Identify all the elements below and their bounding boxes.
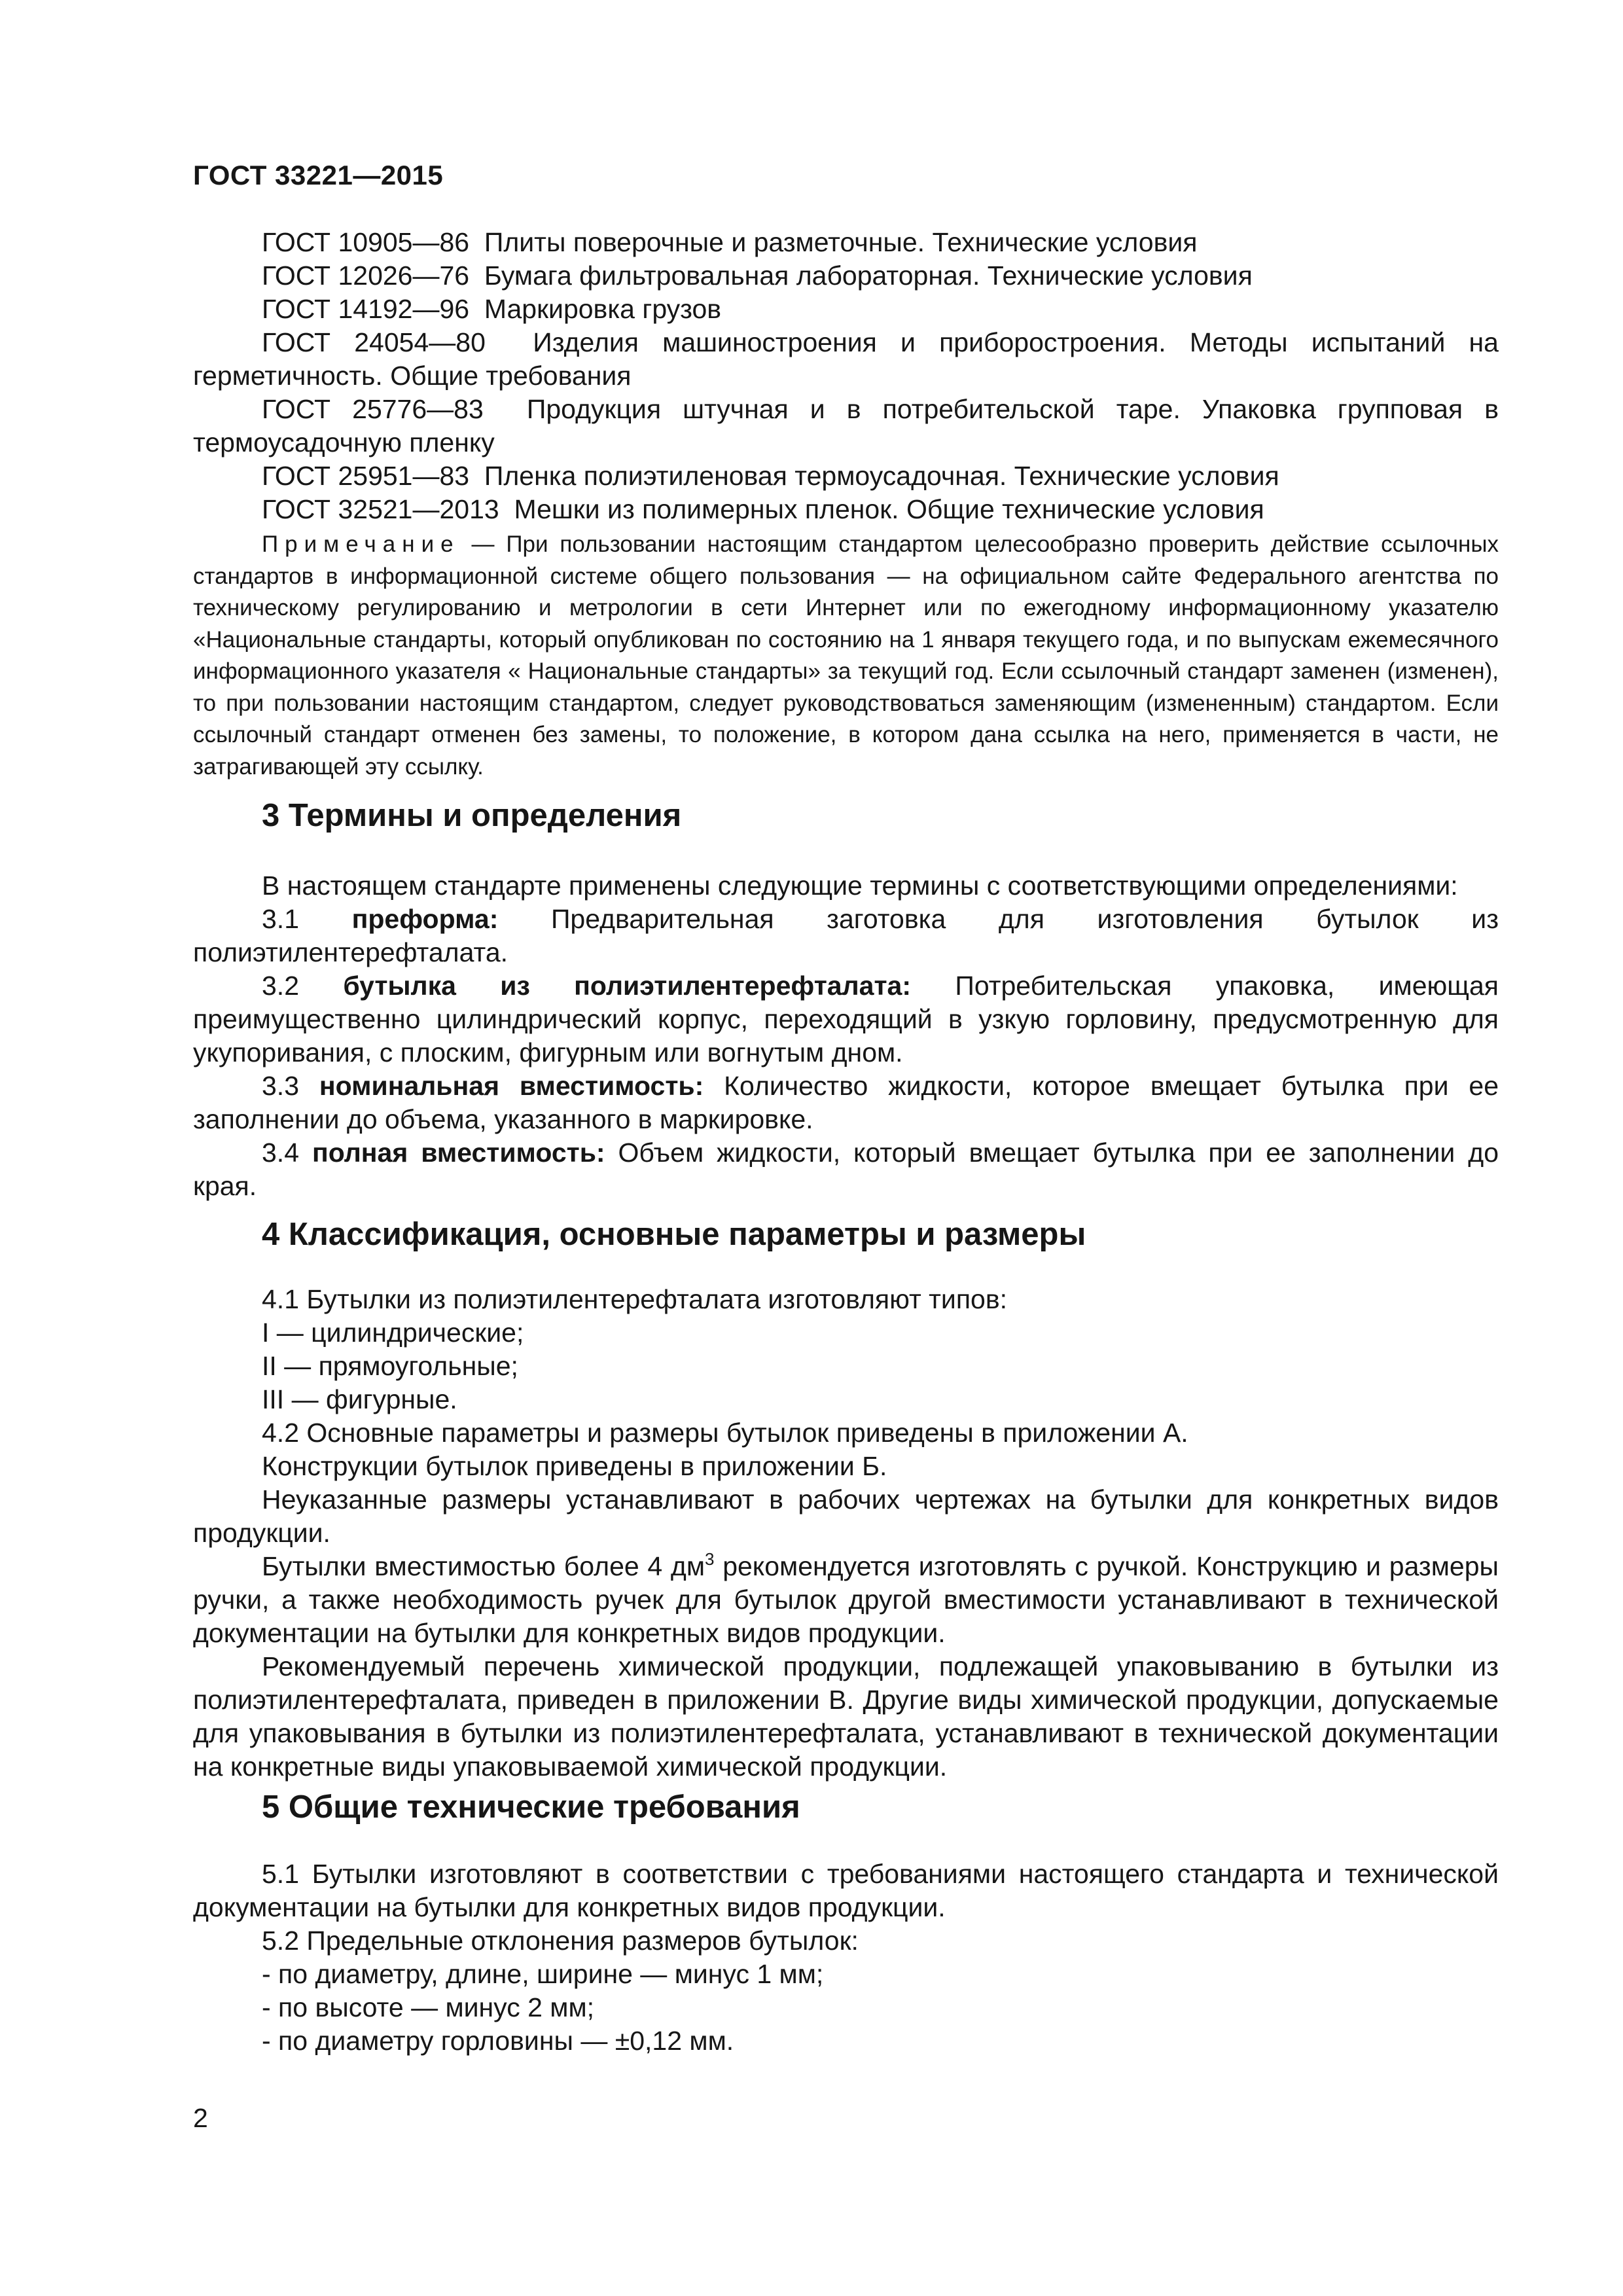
reference-item: ГОСТ 25951—83 Пленка полиэтиленовая термоусадочная. Технические условия <box>262 461 1279 491</box>
section-5-title: 5 Общие технические требования <box>262 1789 800 1825</box>
paragraph: Неуказанные размеры устанавливают в рабочих чертежах на бутылки для конкретных видов продукции. <box>193 1484 1499 1548</box>
reference-item: ГОСТ 10905—86 Плиты поверочные и разметочные. Технические условия <box>262 227 1198 257</box>
references-note <box>193 529 1499 783</box>
term-definition: 3.4 полная вместимость: Объем жидкости, который вмещает бутылка при ее заполнении до края. <box>193 1138 1499 1201</box>
section-3-body <box>193 869 1499 1203</box>
paragraph: Бутылки вместимостью более 4 $дм^3$ рекомендуется изготовлять с ручкой. Конструкцию и размеры ручки, а также необходимость ручек для бутылок другой вместимости устанавливают в технической документации на бутылки для конкретных видов продукции. <box>193 1549 1499 1648</box>
paragraph: Рекомендуемый перечень химической продукции, подлежащей упаковыванию в бутылки из полиэтилентерефталата, приведен в приложении В. Другие виды химической продукции, допускаемые для упаковывания в бутылки из полиэтилентерефталата, устанавливают в технической документации на конкретные виды упаковываемой химической продукции. <box>193 1651 1499 1782</box>
paragraph-4-2: 4.2 Основные параметры и размеры бутылок приведены в приложении А. <box>262 1418 1188 1448</box>
deviation-item: - по диаметру горловины — ±0,12 мм. <box>262 2026 734 2056</box>
paragraph-5-1: 5.1 Бутылки изготовляют в соответствии с требованиями настоящего стандарта и технической документации на бутылки для конкретных видов продукции. <box>193 1859 1499 1922</box>
reference-item: ГОСТ 32521—2013 Мешки из полимерных пленок. Общие технические условия <box>262 494 1264 524</box>
term-definition: 3.3 номинальная вместимость: Количество жидкости, которое вмещает бутылка при ее заполнении до объема, указанного в маркировке. <box>193 1071 1499 1134</box>
section-3-title: 3 Термины и определения <box>262 798 682 833</box>
normative-references-list <box>193 226 1499 526</box>
document-header: ГОСТ 33221—2015 <box>193 160 444 190</box>
deviation-item: - по диаметру, длине, ширине — минус 1 мм; <box>262 1959 824 1989</box>
note-label: Примечание <box>262 531 460 557</box>
reference-item: ГОСТ 24054—80 Изделия машиностроения и приборостроения. Методы испытаний на герметичность. Общие требования <box>193 327 1499 391</box>
deviation-item: - по высоте — минус 2 мм; <box>262 1992 595 2022</box>
type-item: II — прямоугольные; <box>262 1351 518 1381</box>
section-5-body <box>193 1857 1499 2058</box>
reference-item: ГОСТ 14192—96 Маркировка грузов <box>262 294 722 324</box>
section-4-title: 4 Классификация, основные параметры и размеры <box>262 1217 1086 1252</box>
term-definition: 3.1 преформа: Предварительная заготовка для изготовления бутылок из полиэтилентерефталата. <box>193 904 1499 967</box>
reference-item: ГОСТ 25776—83 Продукция штучная и в потребительской таре. Упаковка групповая в термоусадочную пленку <box>193 394 1499 457</box>
type-item: III — фигурные. <box>262 1384 457 1414</box>
paragraph-5-2: 5.2 Предельные отклонения размеров бутылок: <box>262 1926 859 1956</box>
reference-item: ГОСТ 12026—76 Бумага фильтровальная лабораторная. Технические условия <box>262 260 1253 291</box>
page-number: 2 <box>193 2103 208 2133</box>
note-text: — При пользовании настоящим стандартом целесообразно проверить действие ссылочных стандартов в информационной системе общего пользования — на официальном сайте Федерального агентства по техническому регулированию и метрологии в сети Интернет или по ежегодному информационному указателю «Национальные стандарты, который опубликован по состоянию на 1 января текущего года, и по выпускам ежемесячного информационного указателя « Национальные стандарты» за текущий год. Если ссылочный стандарт заменен (изменен), то при пользовании настоящим стандартом, следует руководствоваться заменяющим (измененным) стандартом. Если ссылочный стандарт отменен без замены, то положение, в котором дана ссылка на него, применяется в части, не затрагивающей эту ссылку. <box>193 531 1499 780</box>
paragraph-4-1: 4.1 Бутылки из полиэтилентерефталата изготовляют типов: <box>262 1284 1008 1314</box>
section-4-body <box>193 1283 1499 1784</box>
type-item: I — цилиндрические; <box>262 1318 524 1348</box>
section-3-intro: В настоящем стандарте применены следующие термины с соответствующими определениями: <box>262 870 1458 901</box>
term-definition: 3.2 бутылка из полиэтилентерефталата: Потребительская упаковка, имеющая преимущественно цилиндрический корпус, переходящий в узкую горловину, предусмотренную для укупоривания, с плоским, фигурным или вогнутым дном. <box>193 971 1499 1067</box>
paragraph: Конструкции бутылок приведены в приложении Б. <box>262 1451 887 1481</box>
